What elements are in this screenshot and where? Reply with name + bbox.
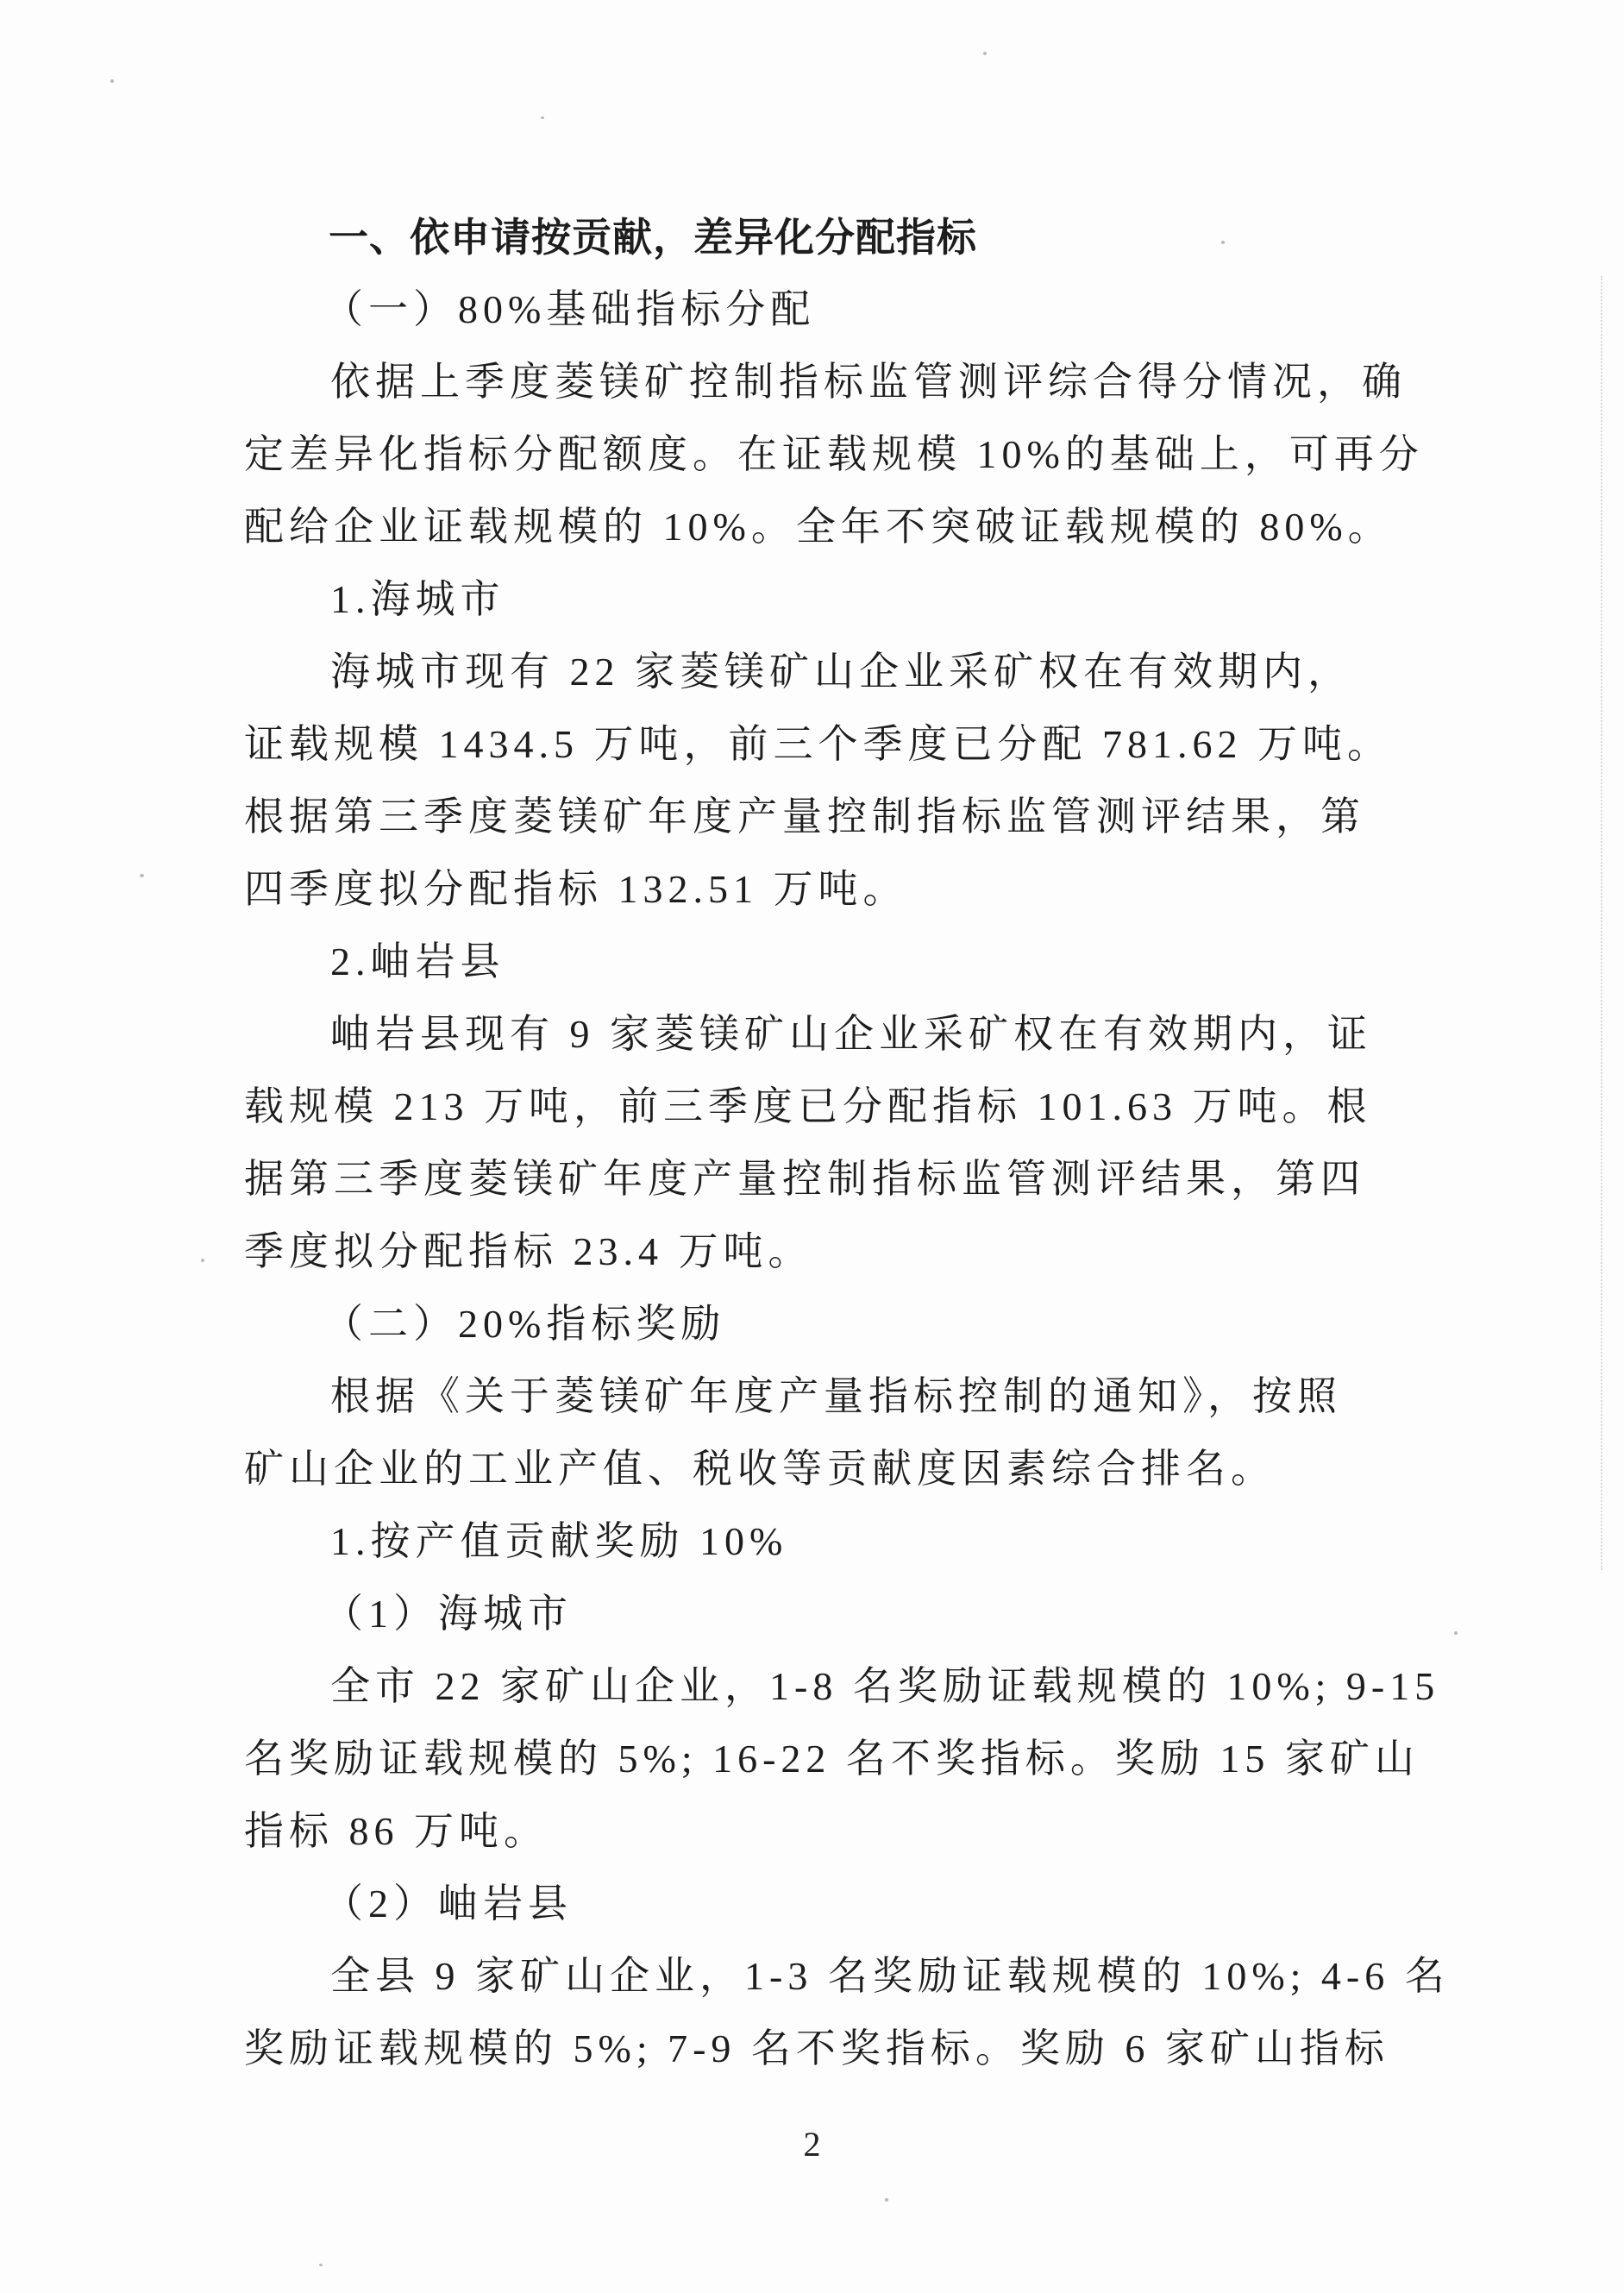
body-line: 根据《关于菱镁矿年度产量指标控制的通知》，按照 xyxy=(330,1374,1342,1418)
body-line: 四季度拟分配指标 132.51 万吨。 xyxy=(244,867,908,911)
list-item-heading: 2.岫岩县 xyxy=(330,939,505,983)
scan-artifact-speck xyxy=(983,52,987,55)
body-line: 指标 86 万吨。 xyxy=(244,1809,549,1853)
scan-artifact-speck xyxy=(201,1259,204,1262)
scan-artifact-speck xyxy=(110,79,114,83)
scan-artifact-speck xyxy=(140,874,144,877)
body-line: 据第三季度菱镁矿年度产量控制指标监管测评结果，第四 xyxy=(244,1157,1365,1201)
body-line: 岫岩县现有 9 家菱镁矿山企业采矿权在有效期内，证 xyxy=(330,1012,1372,1056)
body-line: 配给企业证载规模的 10%。全年不突破证载规模的 80%。 xyxy=(244,505,1393,549)
scan-artifact-speck xyxy=(1454,1631,1458,1635)
subsection-heading: （二）20%指标奖励 xyxy=(323,1302,726,1346)
subsection-heading: （一）80%基础指标分配 xyxy=(323,287,816,331)
body-line: 全市 22 家矿山企业，1-8 名奖励证载规模的 10%; 9-15 xyxy=(330,1664,1440,1708)
body-line: 矿山企业的工业产值、税收等贡献度因素综合排名。 xyxy=(244,1447,1276,1491)
scan-artifact-speck xyxy=(541,116,544,119)
body-line: 海城市现有 22 家菱镁矿山企业采矿权在有效期内， xyxy=(330,650,1352,694)
document-body xyxy=(244,201,1450,2085)
page-number: 2 xyxy=(803,2125,821,2164)
body-line: 证载规模 1434.5 万吨，前三个季度已分配 781.62 万吨。 xyxy=(244,722,1392,766)
body-line: 载规模 213 万吨，前三季度已分配指标 101.63 万吨。根 xyxy=(244,1084,1372,1128)
body-line: 全县 9 家矿山企业，1-3 名奖励证载规模的 10%; 4-6 名 xyxy=(330,1954,1450,1998)
list-item-heading: 1.按产值贡献奖励 10% xyxy=(330,1519,788,1563)
sub-item-heading: （2）岫岩县 xyxy=(323,1882,573,1925)
body-line: 根据第三季度菱镁矿年度产量控制指标监管测评结果，第 xyxy=(244,795,1365,839)
list-item-heading: 1.海城市 xyxy=(330,577,505,621)
scan-artifact-line xyxy=(1601,276,1602,1570)
body-line: 定差异化指标分配额度。在证载规模 10%的基础上，可再分 xyxy=(244,432,1424,476)
body-line: 依据上季度菱镁矿控制指标监管测评综合得分情况，确 xyxy=(330,360,1407,404)
sub-item-heading: （1）海城市 xyxy=(323,1592,573,1636)
scan-artifact-speck xyxy=(319,2264,323,2266)
body-line: 名奖励证载规模的 5%; 16-22 名不奖指标。奖励 15 家矿山 xyxy=(244,1737,1420,1781)
body-line: 奖励证载规模的 5%; 7-9 名不奖指标。奖励 6 家矿山指标 xyxy=(244,2026,1389,2070)
body-line: 季度拟分配指标 23.4 万吨。 xyxy=(244,1229,813,1273)
scan-artifact-speck xyxy=(885,2198,888,2202)
scan-artifact-speck xyxy=(1221,241,1225,244)
section-heading: 一、依申请按贡献，差异化分配指标 xyxy=(329,215,977,260)
